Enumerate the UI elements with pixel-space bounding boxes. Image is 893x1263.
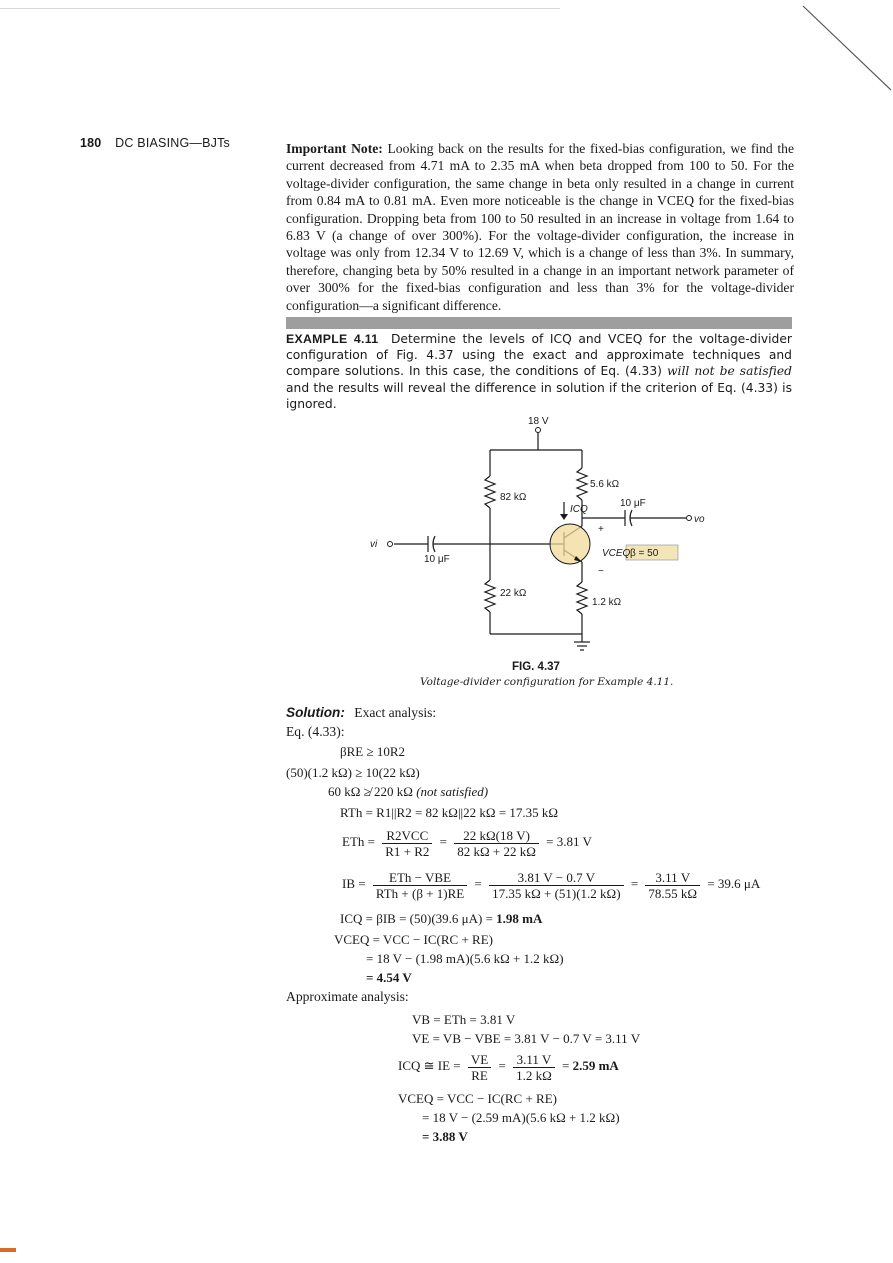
icq-approx-lhs: ICQ ≅ IE = [398,1058,461,1073]
vceq-approx-line-1: VCEQ = VCC − IC(RC + RE) [398,1091,557,1106]
vce-label: VCEQ [602,548,631,559]
r1-label: 82 kΩ [500,492,527,503]
vceq-approx-result: = 3.88 V [422,1129,468,1144]
beta-label: β = 50 [630,548,659,559]
ib-num-2: 3.81 V − 0.7 V [489,870,623,886]
ib-fraction-numeric [489,870,623,901]
figure-caption: Voltage-divider configuration for Example 4.11. [420,676,674,688]
condition-line-2: (50)(1.2 kΩ) ≥ 10(22 kΩ) [286,765,420,780]
r2-label: 22 kΩ [500,588,527,599]
icq-approx-num-1: VE [468,1052,491,1068]
page-corner-fold [793,0,893,100]
page-edge-mark [0,1248,16,1252]
ve-equation: VE = VB − VBE = 3.81 V − 0.7 V = 3.11 V [412,1031,641,1046]
eth-den-1: R1 + R2 [385,843,430,859]
ib-den-1: RTh + (β + 1)RE [375,885,465,901]
ib-den-2: 17.35 kΩ + (51)(1.2 kΩ) [492,885,621,901]
vi-label: vi [370,539,378,550]
exact-analysis-label: Exact analysis: [354,705,437,720]
condition-line-1: βRE ≥ 10R2 [340,744,406,759]
eth-num-1: R2VCC [382,828,432,844]
ib-num-1: ETh − VBE [373,870,467,886]
re-label: 1.2 kΩ [592,597,622,608]
example-statement [286,331,792,412]
eth-fraction-numeric [454,828,539,859]
running-head [80,136,230,150]
eth-lhs: ETh = [342,834,375,849]
vceq-line-1: VCEQ = VCC − IC(RC + RE) [334,932,493,947]
ic-label: ICQ [570,504,588,515]
solution-heading [286,705,436,721]
condition-line-3 [328,784,488,800]
icq-expression: ICQ = βIB = (50)(39.6 μA) = [340,911,497,926]
icq-result: 1.98 mA [496,911,543,926]
note-label: Important Note: [286,141,383,156]
example-text-b: and the results will reveal the difference in solution if the criterion of Eq. (4.33) is ignored. [286,380,792,411]
transistor-body [550,524,590,564]
vb-equation: VB = ETh = 3.81 V [412,1012,516,1027]
ib-fraction-simplified [645,870,700,901]
icq-approx-fraction-symbolic [468,1052,491,1083]
ib-num-3: 3.11 V [645,870,700,886]
rc-label: 5.6 kΩ [590,479,620,490]
note-text: Looking back on the results for the fixed-bias configuration, we find the current decreased from 4.71 mA to 2.35 mA when beta dropped from 100 to 50. For the voltage-divider configuration, the same change in beta only resulted in a change in current from 0.84 mA to 0.81 mA. Even more noticeable is the change in VCEQ for the fixed-bias configuration. Dropping beta from 100 to 50 resulted in an increase in voltage from 1.64 to 6.83 V (a change of over 300%). For the voltage-divider configuration, the increase in voltage was only from 12.34 V to 12.69 V, which is a change of less than 3%. In summary, therefore, changing beta by 50% resulted in a change in an important network parameter of over 300% for the fixed-bias configuration and less than 3% for the voltage-divider configuration—a significant difference. [286,141,795,313]
eth-equation: ETh = $\frac{\text{R2VCC}}{R1 + R2}$ = $\frac{22 k\Omega(18 V)}{82 k\Omega + 22 k\Omega}$ = 3.81 V [342,827,592,859]
icq-approx-equation: ICQ ≅ IE = $\frac{VE}{RE}$ = $\frac{3.11 V}{1.2 k\Omega}$ = 2.59 mA [398,1051,619,1083]
eq-ref: Eq. (4.33): [286,724,345,739]
vceq-line-2: = 18 V − (1.98 mA)(5.6 kΩ + 1.2 kΩ) [366,951,564,966]
vceq-result: = 4.54 V [366,970,412,985]
eth-result: = 3.81 V [546,834,592,849]
example-emphasis: will not be satisfied [667,364,792,379]
section-title: DC BIASING—BJTs [115,136,230,150]
icq-approx-num-2: 3.11 V [513,1052,555,1068]
vce-plus: + [598,524,604,535]
vcc-label: 18 V [528,416,549,427]
eth-den-2: 82 kΩ + 22 kΩ [457,843,536,859]
eth-num-2: 22 kΩ(18 V) [454,828,539,844]
example-label: EXAMPLE 4.11 [286,332,379,346]
cin-label: 10 μF [424,554,450,565]
ib-equation: IB = $\frac{\text{ETh − VBE}}{\text{RTh + (β + 1)RE}}$ = $\frac{3.81 V - 0.7 V}{17.35 k\Omega + (51)(1.2 k\Omega)}$ = $\frac{3.11 V}{78.55 k\Omega}$ = 39.6 μA [342,869,761,901]
cout-label: 10 μF [620,498,646,509]
approx-analysis-label: Approximate analysis: [286,989,409,1004]
example-bar [286,317,792,329]
vo-label: vo [694,514,705,525]
ib-lhs: IB = [342,876,366,891]
icq-equation [340,911,542,927]
important-note [286,140,794,314]
not-satisfied-note: (not satisfied) [416,784,489,799]
icq-approx-den-1: RE [471,1067,488,1083]
condition-inequality: 60 kΩ ≱ 220 kΩ [328,784,413,799]
icq-approx-den-2: 1.2 kΩ [516,1067,552,1083]
figure-number: FIG. 4.37 [512,661,560,673]
top-rule [0,8,560,9]
vceq-approx-line-2: = 18 V − (2.59 mA)(5.6 kΩ + 1.2 kΩ) [422,1110,620,1125]
circuit-diagram [360,410,720,660]
icq-approx-result: 2.59 mA [572,1058,619,1073]
rth-equation: RTh = R1||R2 = 82 kΩ||22 kΩ = 17.35 kΩ [340,805,559,820]
ib-result: = 39.6 μA [707,876,761,891]
page-number: 180 [80,136,102,150]
vce-minus: − [598,566,604,577]
solution-label: Solution: [286,705,345,720]
ib-fraction-symbolic [373,870,467,901]
example-text-a: Determine the levels of ICQ and VCEQ for the voltage-divider configuration of Fig. 4.37 using the exact and approximate techniques and compare solutions. In this case, the conditions of Eq. (4.33) [286,332,792,379]
ib-den-3: 78.55 kΩ [648,885,698,901]
eth-fraction-symbolic [382,828,432,859]
icq-approx-fraction-numeric [513,1052,555,1083]
